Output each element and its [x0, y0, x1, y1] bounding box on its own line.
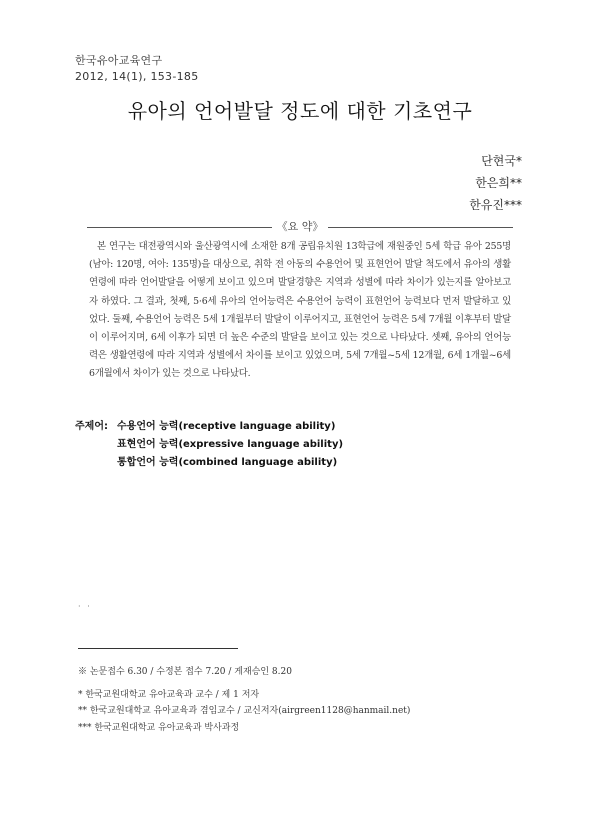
- keyword-item: 통합언어 능력(combined language ability): [117, 457, 338, 468]
- abstract-rule-right: [328, 227, 513, 228]
- keywords: [75, 418, 343, 472]
- abstract-label: 《요 약》: [276, 220, 324, 233]
- footnotes: [78, 664, 410, 736]
- keywords-label: 주제어:: [75, 421, 108, 432]
- paper-title: 유아의 언어발달 정도에 대한 기초연구: [127, 99, 473, 123]
- footnote-author-3: *** 한국교원대학교 유아교육과 박사과정: [78, 722, 240, 733]
- footnote-author-1: * 한국교원대학교 유아교육과 교수 / 제 1 저자: [78, 689, 260, 700]
- journal-name: 한국유아교육연구: [75, 54, 163, 67]
- footnote-divider: [78, 648, 238, 649]
- author-1: 단현국*: [481, 154, 522, 168]
- abstract-heading: [87, 220, 513, 234]
- keyword-item: 수용언어 능력(receptive language ability): [117, 421, 336, 432]
- abstract-rule-left: [87, 227, 272, 228]
- journal-issue: 2012, 14(1), 153-185: [75, 70, 199, 83]
- keyword-row: [75, 436, 343, 454]
- author-list: [469, 150, 522, 216]
- keyword-row: [75, 418, 343, 436]
- author-3: 한유진***: [469, 198, 522, 212]
- note-marks: · ·: [78, 602, 92, 611]
- keyword-item: 표현언어 능력(expressive language ability): [117, 439, 344, 450]
- author-2: 한은희**: [475, 176, 522, 190]
- keyword-row: [75, 454, 343, 472]
- footnote-dates: ※ 논문접수 6.30 / 수정본 접수 7.20 / 게재승인 8.20: [78, 667, 292, 677]
- abstract-text: 본 연구는 대전광역시와 울산광역시에 소재한 8개 공립유치원 13학급에 재원중인 5세 학급 유아 255명(남아: 120명, 여아: 135명)을 대상으로, 취학 전 아동의 수용언어 및 표현언어 발달 척도에서 유아의 생활연령에 따라 언어발달을 어떻게 보이고 있으며 발달경향은 지역과 성별에 따라 차이가 있는지를 알아보고자 하였다. 그 결과, 첫째, 5·6세 유아의 언어능력은 수용언어 능력이 표현언어 능력보다 먼저 발달하고 있었다. 둘째, 수용언어 능력은 5세 1개월부터 발달이 이루어지고, 표현언어 능력은 5세 7개월 이후부터 발달이 이루어지며, 6세 이후가 되면 더 높은 수준의 발달을 보이고 있는 것으로 나타났다. 셋째, 유아의 언어능력은 생활연령에 따라 지역과 성별에서 차이를 보이고 있었으며, 5세 7개월~5세 12개월, 6세 1개월~6세 6개월에서 차이가 있는 것으로 나타났다.: [89, 241, 511, 380]
- footnote-author-2: ** 한국교원대학교 유아교육과 겸임교수 / 교신저자(airgreen1128@hanmail.net): [78, 706, 411, 716]
